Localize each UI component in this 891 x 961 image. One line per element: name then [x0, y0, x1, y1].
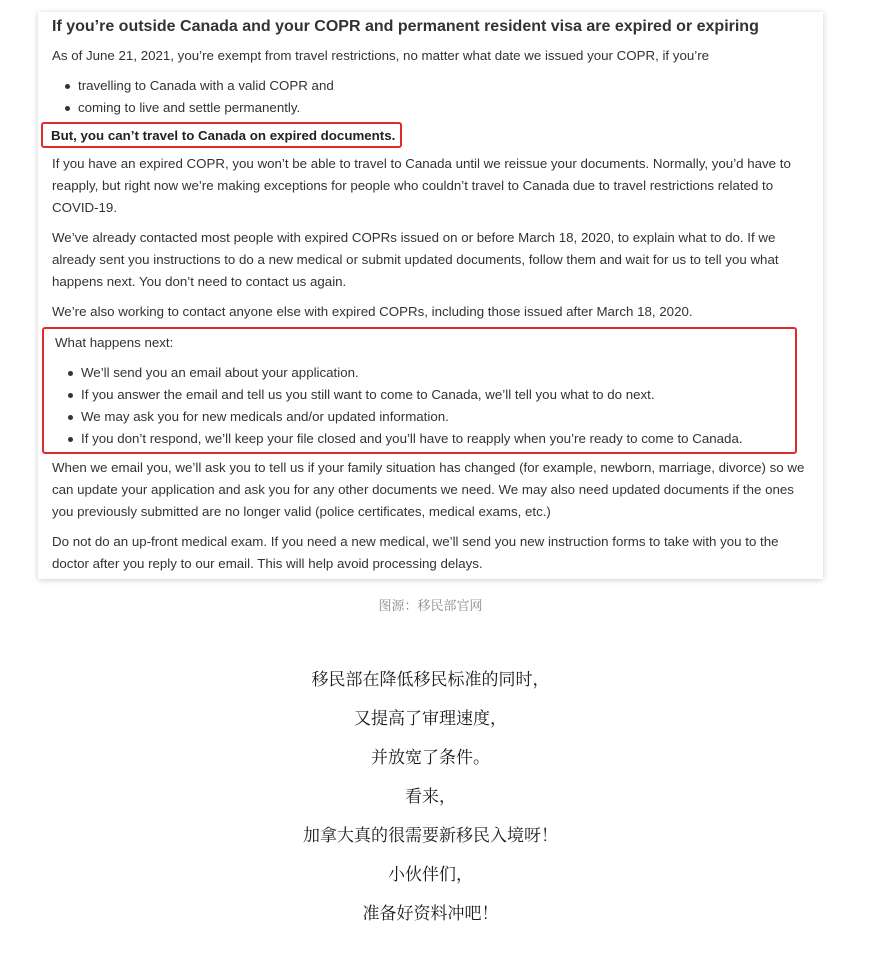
list-item: coming to live and settle permanently.	[78, 97, 823, 119]
closing-line: 移民部在降低移民标准的同时，	[311, 670, 550, 690]
already-contacted-paragraph: We’ve already contacted most people with expired COPRs issued on or before March 18, 2020, to explain what to do. If we already sent you instructions to do a new medical or submit updated documents, follow them and wait for us to tell you what happens next. You don’t need to contact us again.	[52, 230, 779, 289]
article-heading: If you’re outside Canada and your COPR and permanent resident visa are expired or expiring	[52, 18, 759, 35]
medical-exam-paragraph: Do not do an up-front medical exam. If you need a new medical, we’ll send you new instruction forms to take with you to the doctor after you reply to our email. This will help avoid processing delays.	[52, 534, 779, 571]
closing-line: 加拿大真的很需要新移民入境呀！	[303, 826, 558, 846]
image-caption: 图源：移民部官网	[378, 599, 483, 614]
next-steps-list	[55, 362, 795, 450]
list-item: We may ask you for new medicals and/or updated information.	[81, 406, 795, 428]
what-happens-next-box	[42, 327, 797, 454]
closing-line: 并放宽了条件。	[371, 748, 490, 768]
conditions-list	[52, 75, 823, 119]
article-screenshot	[38, 12, 823, 579]
closing-line: 小伙伴们，	[388, 865, 473, 885]
list-item: If you don’t respond, we’ll keep your file closed and you’ll have to reapply when you’re ready to come to Canada.	[81, 428, 795, 450]
what-happens-next-title: What happens next:	[55, 335, 174, 350]
closing-line: 看来，	[405, 787, 456, 807]
expired-documents-callout: But, you can’t travel to Canada on expired documents.	[41, 122, 402, 148]
closing-text	[0, 661, 861, 934]
list-item: We’ll send you an email about your application.	[81, 362, 795, 384]
list-item: travelling to Canada with a valid COPR and	[78, 75, 823, 97]
expired-copr-paragraph: If you have an expired COPR, you won’t be able to travel to Canada until we reissue your documents. Normally, you’d have to reapply, but right now we’re making exceptions for people who couldn’t travel to Canada due to travel restrictions related to COVID-19.	[52, 156, 791, 215]
family-situation-paragraph: When we email you, we’ll ask you to tell us if your family situation has changed (for example, newborn, marriage, divorce) so we can update your application and ask you for any other documents we need. We may also need updated documents if the ones you previously submitted are no longer valid (police certificates, medical exams, etc.)	[52, 460, 805, 519]
closing-line: 又提高了审理速度，	[354, 709, 507, 729]
intro-paragraph: As of June 21, 2021, you’re exempt from travel restrictions, no matter what date we issued your COPR, if you’re	[52, 48, 710, 63]
working-to-contact-paragraph: We’re also working to contact anyone else with expired COPRs, including those issued after March 18, 2020.	[52, 304, 693, 319]
list-item: If you answer the email and tell us you still want to come to Canada, we’ll tell you what to do next.	[81, 384, 795, 406]
closing-line: 准备好资料冲吧！	[362, 904, 499, 924]
